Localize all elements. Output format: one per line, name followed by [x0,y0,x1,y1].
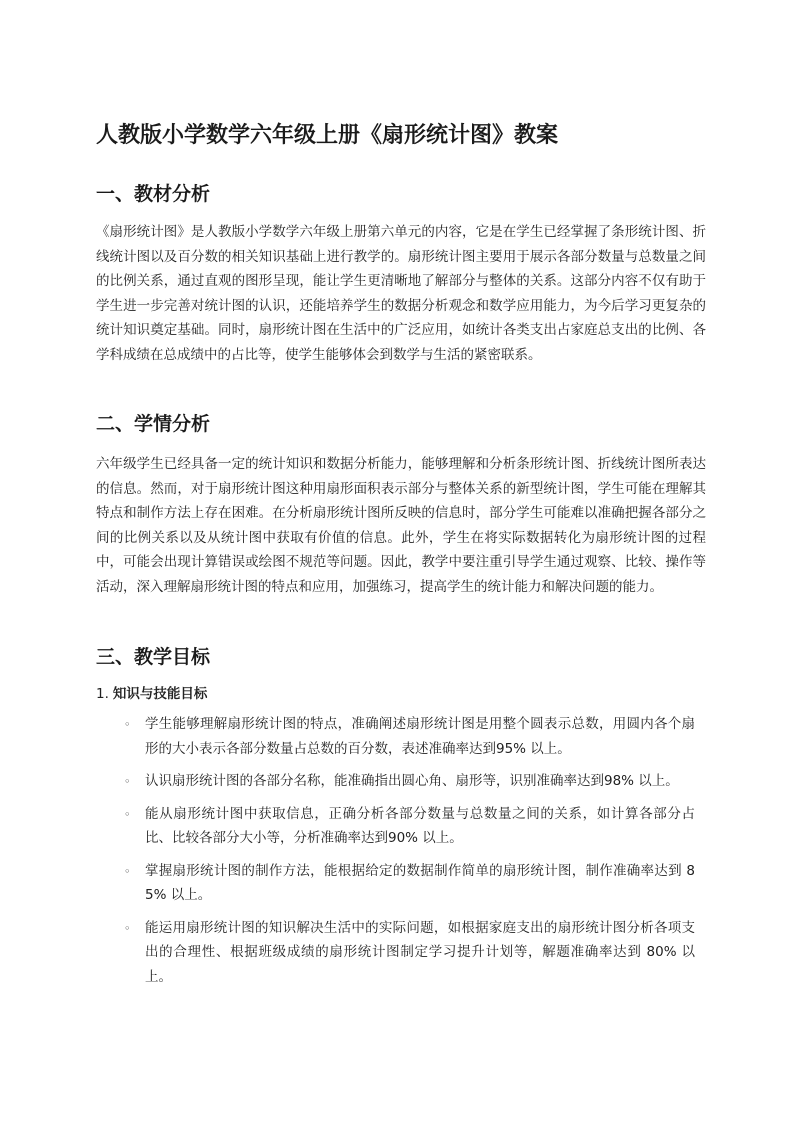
list-item [96,916,695,990]
subsection-number: 1. [96,686,109,702]
list-item-text: 能运用扇形统计图的知识解决生活中的实际问题，如根据家庭支出的扇形统计图分析各项支出的合理性、根据班级成绩的扇形统计图制定学习提升计划等，解题准确率达到 80% 以上。 [145,919,695,985]
list-item [96,802,695,851]
subsection-heading-knowledge-skills [96,684,207,704]
list-item [96,859,695,908]
document-title: 人教版小学数学六年级上册《扇形统计图》教案 [96,123,559,148]
list-item-text: 掌握扇形统计图的制作方法，能根据给定的数据制作简单的扇形统计图，制作准确率达到 85% 以上。 [145,862,695,903]
list-item-text: 认识扇形统计图的各部分名称，能准确指出圆心角、扇形等，识别准确率达到98% 以上。 [145,773,679,789]
section-heading-student-analysis: 二、学情分析 [96,413,211,435]
bullet-marker: ◦ [124,807,131,821]
list-item [96,712,695,761]
bullet-marker: ◦ [124,864,131,878]
section-heading-teaching-goals: 三、教学目标 [96,646,211,668]
bullet-marker: ◦ [124,718,131,731]
section-heading-textbook-analysis: 一、教材分析 [96,183,211,205]
goals-bullet-list [96,712,706,997]
list-item [96,769,695,794]
bullet-marker: ◦ [124,921,131,935]
list-item-text: 能从扇形统计图中获取信息，正确分析各部分数量与总数量之间的关系，如计算各部分占比、比较各部分大小等，分析准确率达到90% 以上。 [145,805,695,846]
section-paragraph-student-analysis: 六年级学生已经具备一定的统计知识和数据分析能力，能够理解和分析条形统计图、折线统计图所表达的信息。然而，对于扇形统计图这种用扇形面积表示部分与整体关系的新型统计图，学生可能在理解其特点和制作方法上存在困难。在分析扇形统计图所反映的信息时，部分学生可能难以准确把握各部分之间的比例关系以及从统计图中获取有价值的信息。此外，学生在将实际数据转化为扇形统计图的过程中，可能会出现计算错误或绘图不规范等问题。因此，教学中要注重引导学生通过观察、比较、操作等活动，深入理解扇形统计图的特点和应用，加强练习，提高学生的统计能力和解决问题的能力。 [96,456,706,595]
subsection-label: 知识与技能目标 [112,686,208,702]
section-paragraph-textbook-analysis: 《扇形统计图》是人教版小学数学六年级上册第六单元的内容，它是在学生已经掌握了条形统计图、折线统计图以及百分数的相关知识基础上进行教学的。扇形统计图主要用于展示各部分数量与总数量之间的比例关系，通过直观的图形呈现，能让学生更清晰地了解部分与整体的关系。这部分内容不仅有助于学生进一步完善对统计图的认识，还能培养学生的数据分析观念和数学应用能力，为今后学习更复杂的统计知识奠定基础。同时，扇形统计图在生活中的广泛应用，如统计各类支出占家庭总支出的比例、各学科成绩在总成绩中的占比等，使学生能够体会到数学与生活的紧密联系。 [96,224,706,363]
bullet-marker: ◦ [124,775,131,788]
list-item-text: 学生能够理解扇形统计图的特点，准确阐述扇形统计图是用整个圆表示总数，用圆内各个扇形的大小表示各部分数量占总数的百分数，表述准确率达到95% 以上。 [145,716,695,757]
